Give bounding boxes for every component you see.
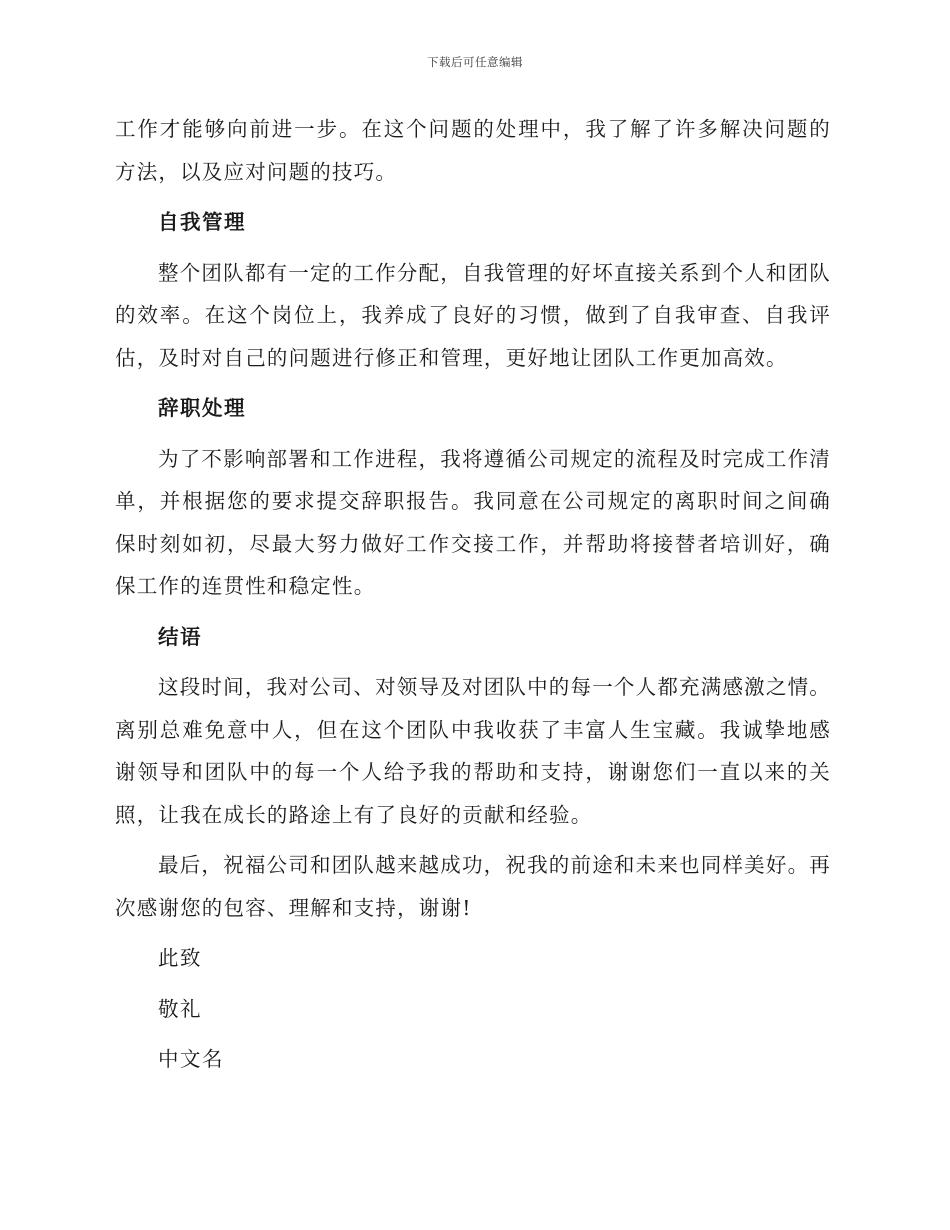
heading-self-management: 自我管理 [158,210,246,234]
intro-tail-paragraph: 工作才能够向前进一步。在这个问题的处理中，我了解了许多解决问题的方法，以及应对问题的技巧。 [115,117,831,184]
page-header: 下载后可任意编辑 [427,55,523,69]
heading-conclusion: 结语 [158,624,202,649]
conclusion-paragraph-1: 这段时间，我对公司、对领导及对团队中的每一个人都充满感激之情。离别总难免意中人，但在这个团队中我收获了丰富人生宝藏。我诚挚地感谢领导和团队中的每一个人给予我的帮助和支持，谢谢您们一直以来的关照，让我在成长的路途上有了良好的贡献和经验。 [115,675,831,827]
conclusion-paragraph-2: 最后，祝福公司和团队越来越成功，祝我的前途和未来也同样美好。再次感谢您的包容、理解和支持，谢谢! [115,853,831,920]
signature-name: 中文名 [158,1047,224,1071]
document-body [115,108,831,1081]
closing-regards: 敬礼 [158,996,202,1021]
heading-resignation: 辞职处理 [158,396,246,420]
closing-salutation: 此致 [158,946,202,970]
resignation-paragraph: 为了不影响部署和工作进程，我将遵循公司规定的流程及时完成工作清单，并根据您的要求提交辞职报告。我同意在公司规定的离职时间之间确保时刻如初，尽最大努力做好工作交接工作，并帮助将接替者培训好，确保工作的连贯性和稳定性。 [115,446,831,598]
self-management-paragraph: 整个团队都有一定的工作分配，自我管理的好坏直接关系到个人和团队的效率。在这个岗位上，我养成了良好的习惯，做到了自我审查、自我评估，及时对自己的问题进行修正和管理，更好地让团队工作更加高效。 [115,260,831,370]
